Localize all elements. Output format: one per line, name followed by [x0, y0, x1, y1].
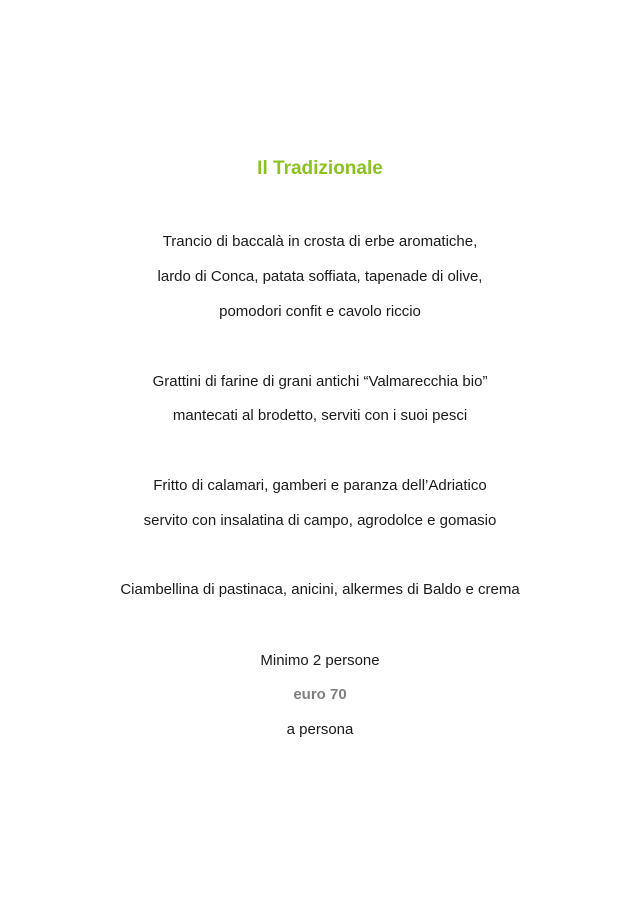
course-4-line-1: Ciambellina di pastinaca, anicini, alkermes di Baldo e crema: [120, 581, 520, 598]
minimum-persons: Minimo 2 persone: [260, 652, 380, 669]
course-1-line-2: lardo di Conca, patata soffiata, tapenade di olive,: [157, 268, 483, 285]
course-2-line-1: Grattini di farine di grani antichi “Valmarecchia bio”: [152, 373, 488, 390]
menu-title: Il Tradizionale: [257, 158, 383, 179]
course-1-line-3: pomodori confit e cavolo riccio: [219, 303, 421, 320]
course-3-line-2: servito con insalatina di campo, agrodolce e gomasio: [143, 512, 497, 529]
per-person: a persona: [286, 721, 354, 738]
price: euro 70: [293, 686, 347, 703]
course-3-line-1: Fritto di calamari, gamberi e paranza dell’Adriatico: [153, 477, 487, 494]
course-2-line-2: mantecati al brodetto, serviti con i suoi pesci: [172, 407, 468, 424]
course-1-line-1: Trancio di baccalà in crosta di erbe aromatiche,: [162, 233, 478, 250]
